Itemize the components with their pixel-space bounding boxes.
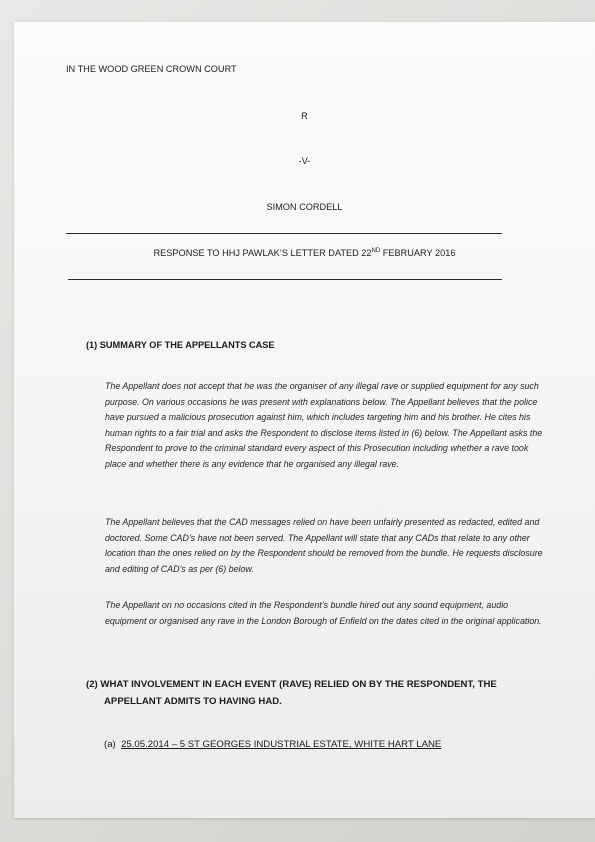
document-page bbox=[14, 22, 595, 818]
bottom-rule bbox=[68, 279, 502, 280]
item-a bbox=[104, 739, 441, 751]
section-1-paragraph-3: The Appellant on no occasions cited in the Respondent’s bundle hired out any sound equipment, audio equipment or organised any rave in the London Borough of Enfield on the dates cited in the original application. bbox=[105, 600, 542, 626]
section-1-heading: (1) SUMMARY OF THE APPELLANTS CASE bbox=[86, 340, 275, 350]
section-1-paragraph-1: The Appellant does not accept that he was the organiser of any illegal rave or supplied equipment for any such purpose. On various occasions he was present with explanations below. The Appellant believes that the police have pursued a malicious prosecution against him, which includes targeting him and his brother. He cites his human rights to a fair trial and asks the Respondent to disclose items listed in (6) below. The Appellant asks the Respondent to prove to the criminal standard every aspect of this Prosecution including whether a rave took place and whether there is any evidence that he organised any illegal rave. bbox=[105, 381, 543, 469]
top-rule bbox=[66, 233, 502, 234]
section-1-paragraph-2: The Appellant believes that the CAD messages relied on have been unfairly presented as redacted, edited and doctored. Some CAD’s have not been served. The Appellant will state that any CADs that relate to any other location than the ones relied on by the Respondent should be removed from the bundle. He requests disclosure and editing of CAD’s as per (6) below. bbox=[105, 517, 543, 574]
item-a-text: 25.05.2014 – 5 ST GEORGES INDUSTRIAL ESTATE, WHITE HART LANE bbox=[121, 739, 442, 750]
response-title bbox=[14, 248, 595, 259]
defendant-name: SIMON CORDELL bbox=[266, 202, 343, 212]
response-title-end: FEBRUARY 2016 bbox=[380, 248, 456, 258]
case-r: R bbox=[301, 111, 308, 121]
section-2-heading-line-2: APPELLANT ADMITS TO HAVING HAD. bbox=[104, 696, 282, 707]
section-2-heading-line-1: (2) WHAT INVOLVEMENT IN EACH EVENT (RAVE) RELIED ON BY THE RESPONDENT, THE bbox=[86, 679, 497, 690]
item-a-label: (a) bbox=[104, 739, 116, 750]
response-title-superscript: ND bbox=[371, 247, 381, 254]
court-name: IN THE WOOD GREEN CROWN COURT bbox=[66, 64, 237, 74]
case-versus: -V- bbox=[298, 156, 311, 166]
response-title-main: RESPONSE TO HHJ PAWLAK’S LETTER DATED 22 bbox=[153, 248, 372, 258]
